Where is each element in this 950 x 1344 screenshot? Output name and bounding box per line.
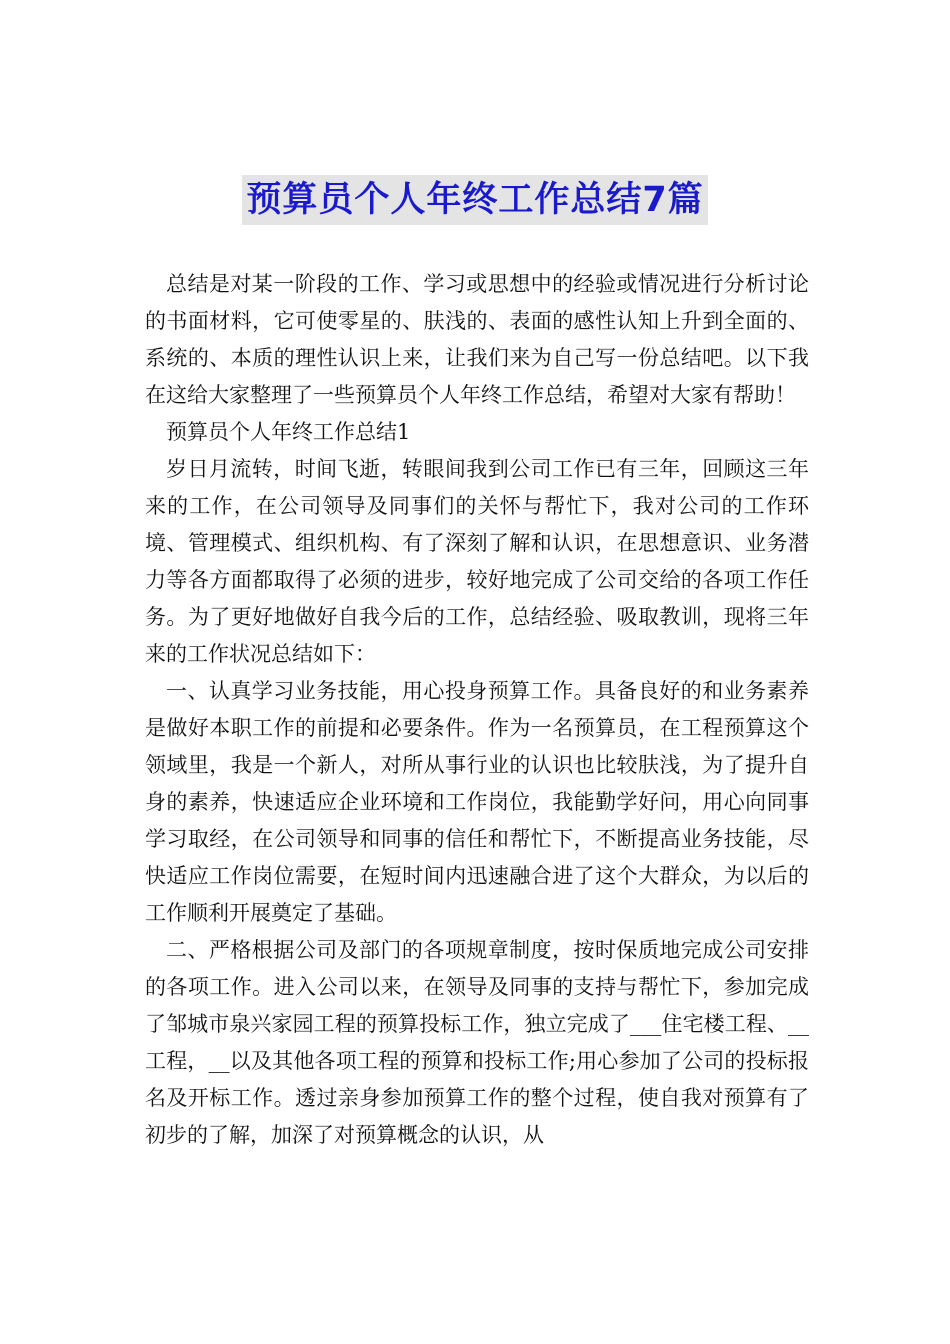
document-title: 预算员个人年终工作总结7篇 xyxy=(242,175,707,225)
title-wrapper xyxy=(0,175,950,225)
document-body xyxy=(145,266,809,1154)
body-paragraph: 岁日月流转，时间飞逝，转眼间我到公司工作已有三年，回顾这三年来的工作，在公司领导及同事们的关怀与帮忙下，我对公司的工作环境、管理模式、组织机构、有了深刻了解和认识，在思想意识、业务潜力等各方面都取得了必须的进步，较好地完成了公司交给的各项工作任务。为了更好地做好自我今后的工作，总结经验、吸取教训，现将三年来的工作状况总结如下： xyxy=(145,457,809,666)
intro-paragraph: 总结是对某一阶段的工作、学习或思想中的经验或情况进行分析讨论的书面材料，它可使零星的、肤浅的、表面的感性认知上升到全面的、系统的、本质的理性认识上来，让我们来为自己写一份总结吧。以下我在这给大家整理了一些预算员个人年终工作总结，希望对大家有帮助！ xyxy=(145,272,809,407)
body-paragraph: 二、严格根据公司及部门的各项规章制度，按时保质地完成公司安排的各项工作。进入公司以来，在领导及同事的支持与帮忙下，参加完成了邹城市泉兴家园工程的预算投标工作，独立完成了___住宅楼工程、__工程，__以及其他各项工程的预算和投标工作;用心参加了公司的投标报名及开标工作。透过亲身参加预算工作的整个过程，使自我对预算有了初步的了解，加深了对预算概念的认识，从 xyxy=(145,938,809,1147)
section-heading: 预算员个人年终工作总结1 xyxy=(166,420,411,444)
body-paragraph: 一、认真学习业务技能，用心投身预算工作。具备良好的和业务素养是做好本职工作的前提和必要条件。作为一名预算员，在工程预算这个领域里，我是一个新人，对所从事行业的认识也比较肤浅，为了提升自身的素养，快速适应企业环境和工作岗位，我能勤学好问，用心向同事学习取经，在公司领导和同事的信任和帮忙下，不断提高业务技能，尽快适应工作岗位需要，在短时间内迅速融合进了这个大群众，为以后的工作顺利开展奠定了基础。 xyxy=(145,679,809,925)
